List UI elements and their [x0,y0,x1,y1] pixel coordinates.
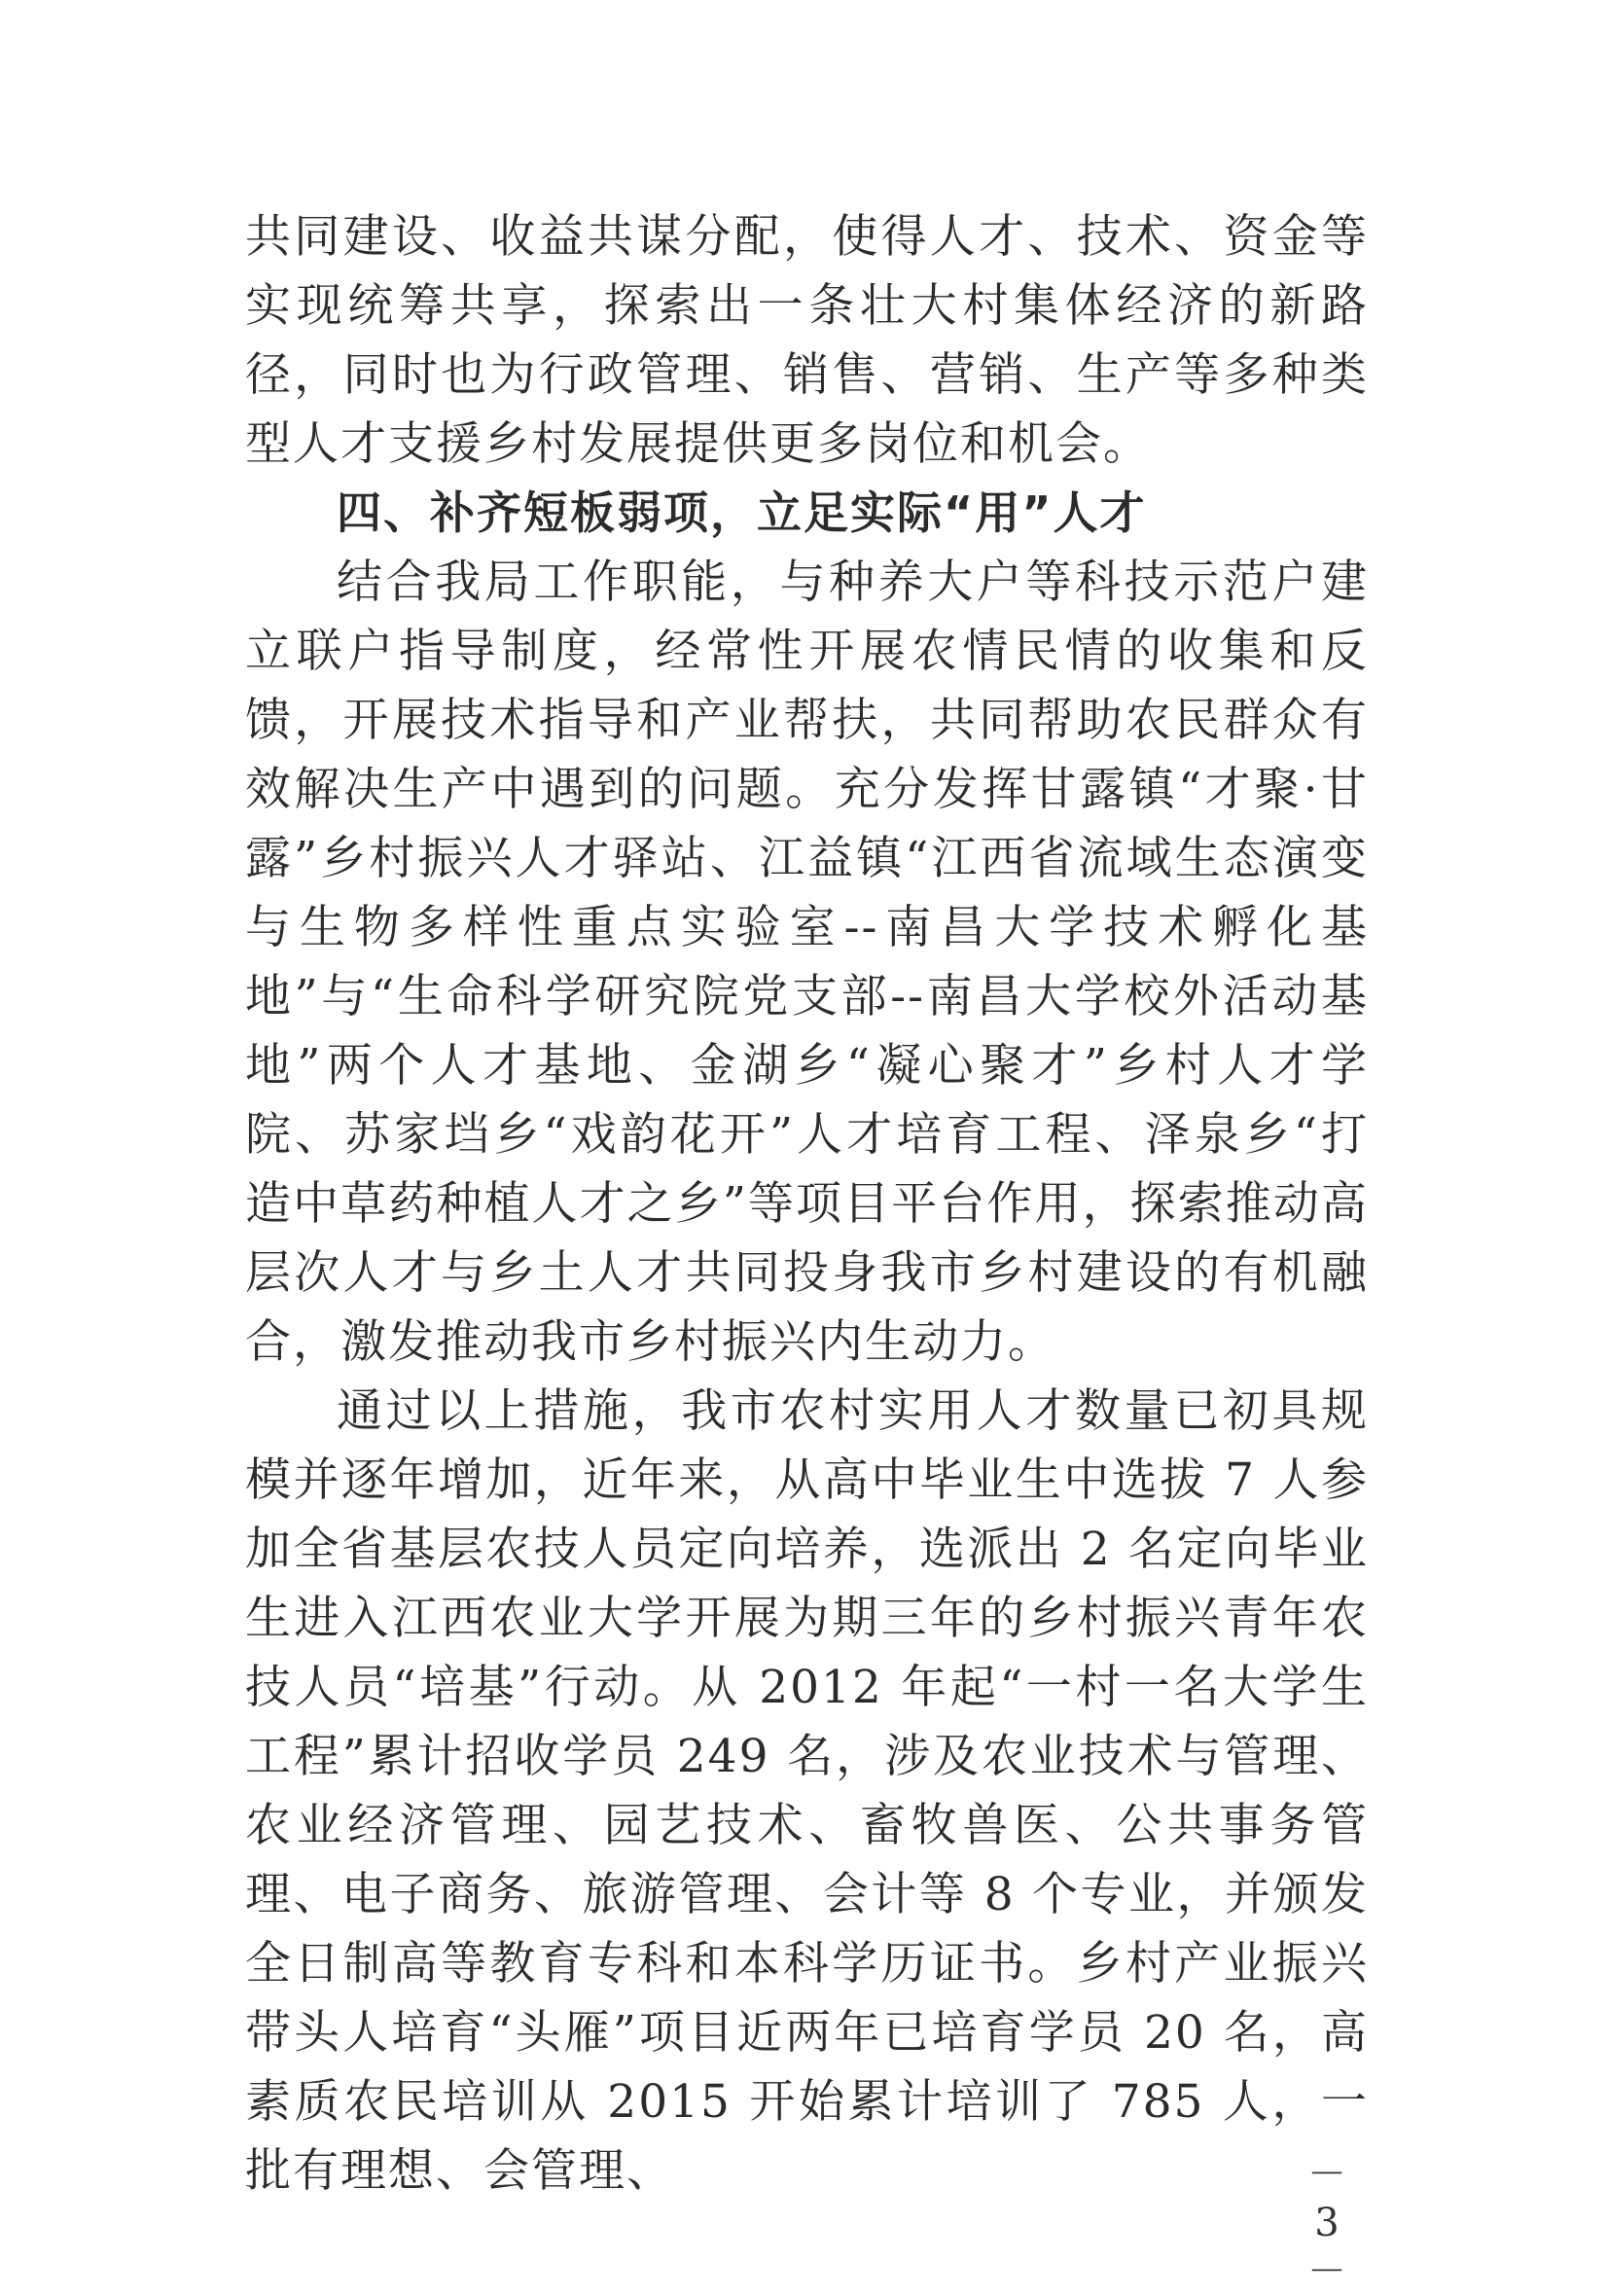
paragraph-continuation: 共同建设、收益共谋分配，使得人才、技术、资金等实现统筹共享，探索出一条壮大村集体经济的新路径，同时也为行政管理、销售、营销、生产等多种类型人才支援乡村发展提供更多岗位和机会。 [245,210,1369,471]
paragraph-talent-results: 通过以上措施，我市农村实用人才数量已初具规模并逐年增加，近年来，从高中毕业生中选拔 7 人参加全省基层农技人员定向培养，选派出 2 名定向毕业生进入江西农业大学开展为期三年的乡村振兴青年农技人员“培基”行动。从 2012 年起“一村一名大学生工程”累计招收学员 249 名，涉及农业技术与管理、农业经济管理、园艺技术、畜牧兽医、公共事务管理、电子商务、旅游管理、会计等 8 个专业，并颁发全日制高等教育专科和本科学历证书。乡村产业振兴带头人培育“头雁”项目近两年已培育学员 20 名，高素质农民培训从 2015 开始累计培训了 785 人，一批有理想、会管理、 [245,1384,1369,2198]
page-number: － 3 － [1307,2152,1354,2294]
section-heading-4: 四、补齐短板弱项，立足实际“用”人才 [337,486,1147,539]
document-body [245,202,1369,2206]
paragraph-talent-platforms: 结合我局工作职能，与种养大户等科技示范户建立联户指导制度，经常性开展农情民情的收集和反馈，开展技术指导和产业帮扶，共同帮助农民群众有效解决生产中遇到的问题。充分发挥甘露镇“才聚·甘露”乡村振兴人才驿站、江益镇“江西省流域生态演变与生物多样性重点实验室--南昌大学技术孵化基地”与“生命科学研究院党支部--南昌大学校外活动基地”两个人才基地、金湖乡“凝心聚才”乡村人才学院、苏家垱乡“戏韵花开”人才培育工程、泽泉乡“打造中草药种植人才之乡”等项目平台作用，探索推动高层次人才与乡土人才共同投身我市乡村建设的有机融合，激发推动我市乡村振兴内生动力。 [245,556,1369,1369]
